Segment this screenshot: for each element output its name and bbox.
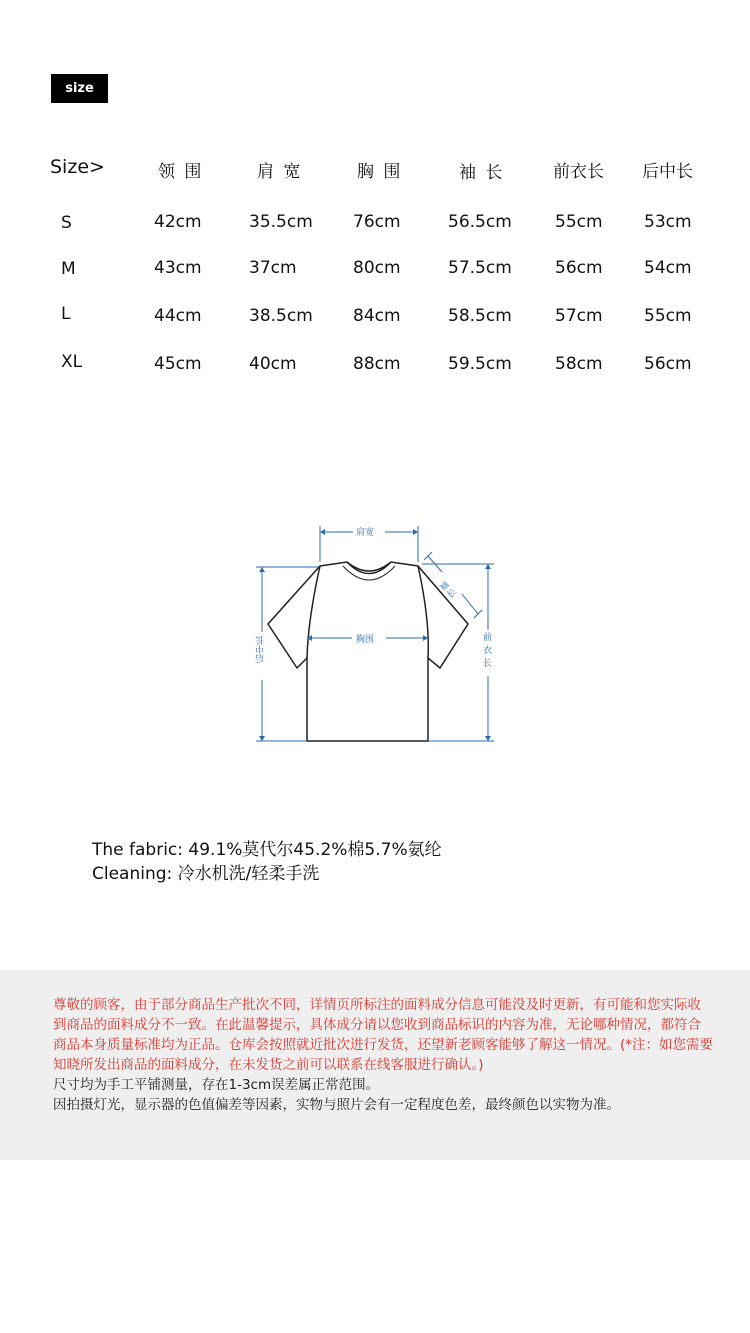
table-cell: 43cm	[154, 258, 202, 278]
tshirt-diagram-svg	[250, 520, 500, 750]
back-length-label: 后中长	[256, 636, 266, 663]
sleeve-length-label: 袖长	[438, 580, 459, 601]
front-length-label: 前衣长	[483, 633, 493, 669]
row-size-s: S	[61, 213, 72, 233]
table-cell: 37cm	[249, 258, 297, 278]
table-cell: 53cm	[644, 212, 692, 232]
notice-panel	[0, 970, 750, 1160]
tshirt-outline	[268, 562, 468, 741]
size-badge: size	[51, 74, 108, 103]
table-cell: 38.5cm	[249, 306, 313, 326]
tshirt-armhole-right	[418, 566, 428, 658]
chest-label: 胸围	[356, 635, 375, 645]
table-cell: 58cm	[555, 354, 603, 374]
cleaning-instructions: Cleaning: 冷水机洗/轻柔手洗	[92, 864, 320, 884]
table-cell: 55cm	[644, 306, 692, 326]
table-cell: 40cm	[249, 354, 297, 374]
table-cell: 44cm	[154, 306, 202, 326]
table-cell: 88cm	[353, 354, 401, 374]
table-cell: 56.5cm	[448, 212, 512, 232]
tshirt-collar	[347, 562, 391, 574]
table-cell: 58.5cm	[448, 306, 512, 326]
table-cell: 56cm	[644, 354, 692, 374]
table-cell: 54cm	[644, 258, 692, 278]
row-size-xl: XL	[61, 352, 83, 372]
table-header-sleeve: 袖 长	[459, 163, 505, 183]
table-cell: 45cm	[154, 354, 202, 374]
table-cell: 56cm	[555, 258, 603, 278]
table-header-size: Size>	[50, 156, 105, 178]
shoulder-width-label: 肩宽	[356, 528, 375, 538]
fabric-info	[92, 838, 442, 886]
table-cell: 55cm	[555, 212, 603, 232]
notice-disclaimer: 尊敬的顾客，由于部分商品生产批次不同，详情页所标注的面料成分信息可能没及时更新，有可能和您实际收到商品的面料成分不一致。在此温馨提示，具体成分请以您收到商品标识的内容为准，无论哪种情况，都符合商品本身质量标准均为正品。仓库会按照就近批次进行发货，还望新老顾客能够了解这一情况。(*注：如您需要知晓所发出商品的面料成分，在未发货之前可以联系在线客服进行确认。)	[53, 997, 714, 1073]
table-cell: 42cm	[154, 212, 202, 232]
tshirt-measurement-diagram	[250, 520, 500, 750]
table-header-back-length: 后中长	[642, 162, 693, 182]
table-cell: 84cm	[353, 306, 401, 326]
table-header-shoulder: 肩 宽	[257, 162, 303, 182]
row-size-m: M	[61, 259, 76, 279]
table-cell: 35.5cm	[249, 212, 313, 232]
fabric-composition: The fabric: 49.1%莫代尔45.2%棉5.7%氨纶	[92, 840, 442, 860]
table-header-front-length: 前衣长	[553, 162, 604, 182]
table-cell: 76cm	[353, 212, 401, 232]
table-header-chest: 胸 围	[357, 162, 403, 182]
row-size-l: L	[61, 304, 71, 324]
notice-measurement: 尺寸均为手工平铺测量，存在1-3cm误差属正常范围。	[53, 1077, 380, 1093]
notice-color: 因拍摄灯光，显示器的色值偏差等因素，实物与照片会有一定程度色差，最终颜色以实物为准。	[53, 1097, 620, 1113]
size-table	[0, 0, 750, 400]
table-header-collar: 领 围	[158, 162, 204, 182]
tshirt-armhole-left	[307, 566, 320, 658]
table-cell: 57cm	[555, 306, 603, 326]
table-cell: 80cm	[353, 258, 401, 278]
table-cell: 59.5cm	[448, 354, 512, 374]
table-cell: 57.5cm	[448, 258, 512, 278]
